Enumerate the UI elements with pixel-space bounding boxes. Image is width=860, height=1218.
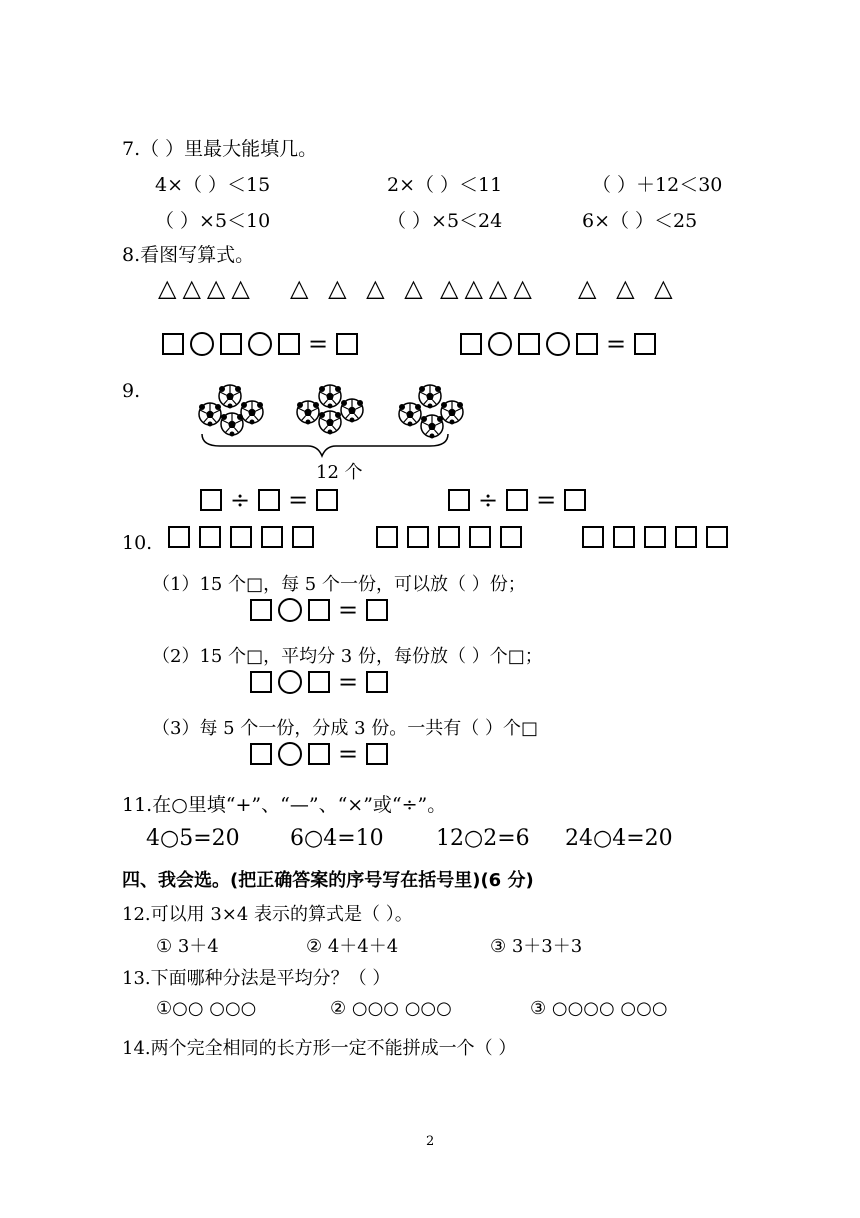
triangle-group-4: △ △ △ [578, 274, 679, 302]
q10-equation-1[interactable] [250, 598, 388, 622]
equals-sign: = [338, 596, 359, 624]
ball-group-1 [199, 385, 263, 437]
q10-equation-2[interactable] [250, 670, 388, 694]
q10-equation-3[interactable] [250, 742, 388, 766]
triangle-group-1: △△△△ [158, 274, 256, 302]
answer-box[interactable] [308, 671, 330, 693]
q11-item-2: 6○4=10 [290, 826, 384, 851]
square-group-2 [376, 526, 522, 548]
square [376, 526, 398, 548]
operator-circle[interactable] [278, 742, 302, 766]
square [292, 526, 314, 548]
square [438, 526, 460, 548]
q12-title: 12.可以用 3×4 表示的算式是（ ）。 [122, 904, 413, 925]
q11-item-4: 24○4=20 [565, 826, 673, 851]
answer-box[interactable] [250, 599, 272, 621]
square-group-1 [168, 526, 314, 548]
operator-circle[interactable] [190, 332, 214, 356]
operator-circle[interactable] [488, 332, 512, 356]
q12-option-2: ② 4＋4＋4 [306, 936, 399, 957]
q8-equation-2[interactable] [460, 332, 656, 356]
square [407, 526, 429, 548]
answer-box[interactable] [278, 333, 300, 355]
answer-box[interactable] [634, 333, 656, 355]
answer-box[interactable] [576, 333, 598, 355]
q13-title: 13.下面哪种分法是平均分？（ ） [122, 968, 391, 989]
q11-item-3: 12○2=6 [436, 826, 530, 851]
q13-option-1: ①○○ ○○○ [156, 998, 257, 1019]
q7-item-3: （ ）＋12＜30 [592, 174, 723, 196]
equals-sign: = [308, 330, 329, 358]
operator-circle[interactable] [278, 598, 302, 622]
q8-title: 8.看图写算式。 [122, 244, 255, 266]
q10-sub-2: （2）15 个□，平均分 3 份，每份放（ ）个□； [152, 646, 543, 667]
q7-title: 7.（ ）里最大能填几。 [122, 138, 318, 160]
equals-sign: = [288, 486, 309, 514]
q9-number: 9. [122, 380, 141, 402]
q7-item-2: 2×（ ）＜11 [387, 174, 503, 196]
ball-group-2 [297, 385, 363, 435]
q12-option-3: ③ 3＋3＋3 [490, 936, 583, 957]
answer-box[interactable] [162, 333, 184, 355]
square [613, 526, 635, 548]
answer-box[interactable] [518, 333, 540, 355]
operator-circle[interactable] [248, 332, 272, 356]
answer-box[interactable] [316, 489, 338, 511]
q10-sub-3: （3）每 5 个一份，分成 3 份。一共有（ ）个□ [152, 718, 538, 739]
q7-item-5: （ ）×5＜24 [387, 210, 503, 232]
answer-box[interactable] [448, 489, 470, 511]
q7-item-6: 6×（ ）＜25 [582, 210, 698, 232]
square [230, 526, 252, 548]
answer-box[interactable] [564, 489, 586, 511]
answer-box[interactable] [220, 333, 242, 355]
answer-box[interactable] [336, 333, 358, 355]
q7-item-4: （ ）×5＜10 [155, 210, 271, 232]
answer-box[interactable] [308, 599, 330, 621]
brace-label: 12 个 [316, 462, 363, 483]
divide-sign: ÷ [230, 486, 251, 514]
q13-option-3: ③ ○○○○ ○○○ [530, 998, 668, 1019]
q13-option-2: ② ○○○ ○○○ [330, 998, 452, 1019]
q11-title: 11.在○里填“+”、“—”、“×”或“÷”。 [122, 794, 447, 816]
operator-circle[interactable] [546, 332, 570, 356]
square [199, 526, 221, 548]
square [168, 526, 190, 548]
equals-sign: = [536, 486, 557, 514]
section-heading: 四、我会选。(把正确答案的序号写在括号里)(6 分) [122, 870, 534, 891]
square [675, 526, 697, 548]
equals-sign: = [338, 668, 359, 696]
answer-box[interactable] [460, 333, 482, 355]
square [261, 526, 283, 548]
square [706, 526, 728, 548]
answer-box[interactable] [366, 743, 388, 765]
answer-box[interactable] [366, 599, 388, 621]
square [500, 526, 522, 548]
answer-box[interactable] [250, 671, 272, 693]
page-number: 2 [426, 1134, 435, 1149]
q7-item-1: 4×（ ）＜15 [155, 174, 271, 196]
answer-box[interactable] [258, 489, 280, 511]
square [644, 526, 666, 548]
equals-sign: = [606, 330, 627, 358]
q11-item-1: 4○5=20 [146, 826, 240, 851]
q10-sub-1: （1）15 个□，每 5 个一份，可以放（ ）份； [152, 574, 526, 595]
answer-box[interactable] [200, 489, 222, 511]
square [469, 526, 491, 548]
brace [202, 434, 448, 456]
operator-circle[interactable] [278, 670, 302, 694]
equals-sign: = [338, 740, 359, 768]
ball-group-3 [399, 385, 463, 439]
answer-box[interactable] [250, 743, 272, 765]
q14-title: 14.两个完全相同的长方形一定不能拼成一个（ ） [122, 1038, 517, 1059]
answer-box[interactable] [308, 743, 330, 765]
square [582, 526, 604, 548]
triangle-group-3: △△△△ [440, 274, 538, 302]
soccer-balls-illustration [190, 382, 470, 458]
divide-sign: ÷ [478, 486, 499, 514]
answer-box[interactable] [366, 671, 388, 693]
q10-number: 10. [122, 532, 153, 554]
triangle-group-2: △ △ △ △ [290, 274, 429, 302]
q8-equation-1[interactable] [162, 332, 358, 356]
q9-equation-1[interactable] [200, 488, 338, 512]
q12-option-1: ① 3＋4 [156, 936, 219, 957]
answer-box[interactable] [506, 489, 528, 511]
q9-equation-2[interactable] [448, 488, 586, 512]
square-group-3 [582, 526, 728, 548]
